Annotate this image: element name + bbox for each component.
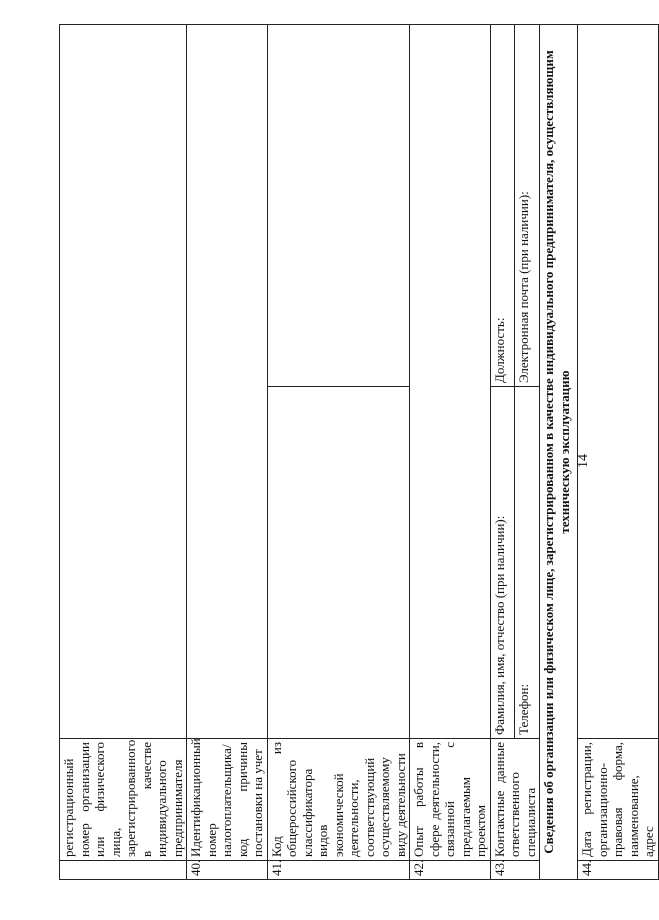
section-header: Сведения об организации или физическом лице, зарегистрированном в качестве индивидуального предпринимателя, осуществляющим техническую эксплуатацию	[540, 24, 578, 879]
row-label: Идентификационный номер налогоплательщика/ код причины постановки на учет	[187, 739, 268, 861]
value-cell	[187, 24, 268, 738]
contact-phone: Телефон:	[515, 387, 540, 739]
row-label: Контактные данные ответственного специалиста	[490, 739, 540, 861]
contact-fio: Фамилия, имя, отчество (при наличии):	[490, 387, 515, 739]
table-row	[60, 24, 187, 879]
value-cell	[267, 24, 410, 386]
row-label: регистрационный номер организации или физического лица, зарегистрированного в качестве индивидуального предпринимателя	[60, 739, 187, 861]
table-row	[187, 24, 268, 879]
contact-email: Электронная почта (при наличии):	[515, 24, 540, 386]
form-table	[59, 24, 659, 880]
page-number: 14	[576, 454, 591, 468]
row-number: 44.	[578, 861, 659, 880]
table-row	[410, 24, 491, 879]
row-label: Опыт работы в сфере деятельности, связанной с предлагаемым проектом	[410, 739, 491, 861]
row-label: Дата регистрации, организационно-правовая форма, наименование, адрес	[578, 739, 659, 861]
contact-position: Должность:	[490, 24, 515, 386]
row-number: 41.	[267, 861, 410, 880]
row-number: 42.	[410, 861, 491, 880]
value-cell	[267, 387, 410, 739]
row-number: 43.	[490, 861, 540, 880]
value-cell	[578, 24, 659, 738]
row-number: 40.	[187, 861, 268, 880]
row-label: Код из общероссийского классификатора видов экономической деятельности, соответствующий осуществляемому виду деятельности	[267, 739, 410, 861]
table-row	[578, 24, 659, 879]
value-cell	[60, 24, 187, 738]
value-cell	[410, 24, 491, 738]
table-row	[490, 24, 515, 879]
row-number	[60, 861, 187, 880]
table-row	[267, 24, 410, 879]
section-header-row	[540, 24, 578, 879]
